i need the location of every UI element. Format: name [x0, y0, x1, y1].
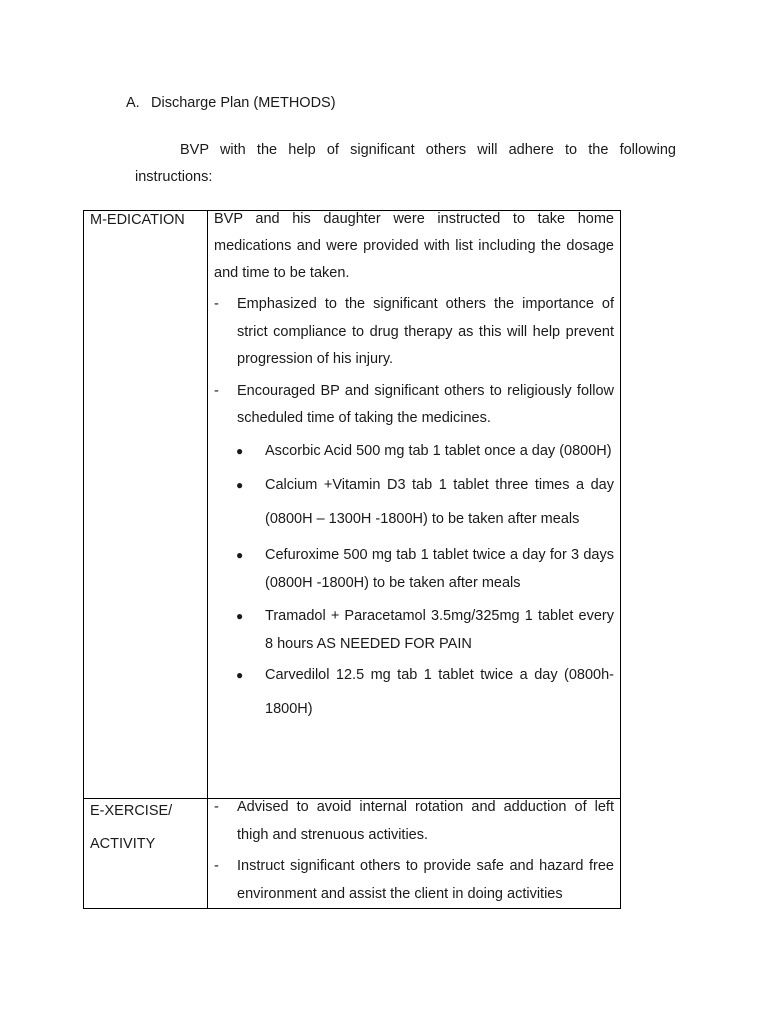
medicine-item	[214, 542, 614, 597]
dash-text: Encouraged BP and significant others to religiously follow scheduled time of taking the medicines.	[237, 382, 614, 426]
intro-paragraph: BVP with the help of significant others will adhere to the following instructions:	[135, 142, 676, 185]
medication-dash-item	[214, 378, 614, 433]
medication-label-cell	[84, 211, 208, 799]
section-title: Discharge Plan (METHODS)	[151, 95, 336, 111]
medication-label: M-EDICATION	[90, 212, 185, 228]
medicine-item	[214, 603, 614, 658]
bullet-icon: ●	[236, 443, 244, 458]
exercise-label-cell	[84, 799, 208, 909]
medication-row	[84, 211, 621, 799]
bullet-icon: ●	[236, 668, 244, 682]
dash-text: Emphasized to the significant others the importance of strict compliance to drug therapy as this will help prevent progression of his injury.	[237, 296, 614, 367]
exercise-row	[84, 799, 621, 909]
medicine-item	[214, 658, 614, 726]
bullet-icon: ●	[236, 478, 244, 492]
exercise-label	[90, 795, 207, 861]
exercise-dash-item	[214, 794, 614, 849]
medicine-item	[214, 438, 614, 466]
medicine-text: Calcium +Vitamin D3 tab 1 tablet three times a day (0800H – 1300H -1800H) to be taken after meals	[265, 477, 614, 527]
dash-mark: -	[214, 296, 219, 312]
dash-text: Advised to avoid internal rotation and adduction of left thigh and strenuous activities.	[237, 799, 614, 843]
medication-content-cell	[208, 211, 621, 799]
medicine-text: Carvedilol 12.5 mg tab 1 tablet twice a day (0800h-1800H)	[265, 667, 614, 717]
medication-dash-item	[214, 291, 614, 374]
dash-mark: -	[214, 858, 219, 874]
medicine-text: Cefuroxime 500 mg tab 1 tablet twice a day for 3 days (0800H -1800H) to be taken after meals	[265, 547, 614, 591]
medicine-item	[214, 468, 614, 536]
exercise-dash-item	[214, 853, 614, 908]
dash-text: Instruct significant others to provide safe and hazard free environment and assist the client in doing activities	[237, 858, 614, 902]
medicine-list	[214, 438, 614, 727]
section-letter: A.	[126, 95, 140, 111]
dash-mark: -	[214, 799, 219, 815]
bullet-icon: ●	[236, 548, 244, 562]
exercise-label-line1: E-XERCISE/	[90, 803, 173, 819]
discharge-plan-table	[83, 210, 621, 909]
exercise-content-cell	[208, 799, 621, 909]
dash-mark: -	[214, 382, 219, 399]
section-heading	[126, 93, 336, 113]
medication-paragraph: BVP and his daughter were instructed to take home medications and were provided with list including the dosage and time to be taken.	[214, 211, 614, 281]
medicine-text: Ascorbic Acid 500 mg tab 1 tablet once a day (0800H)	[265, 442, 612, 459]
medicine-text: Tramadol + Paracetamol 3.5mg/325mg 1 tablet every 8 hours AS NEEDED FOR PAIN	[265, 608, 614, 652]
exercise-label-line2: ACTIVITY	[90, 836, 156, 852]
bullet-icon: ●	[236, 609, 244, 623]
